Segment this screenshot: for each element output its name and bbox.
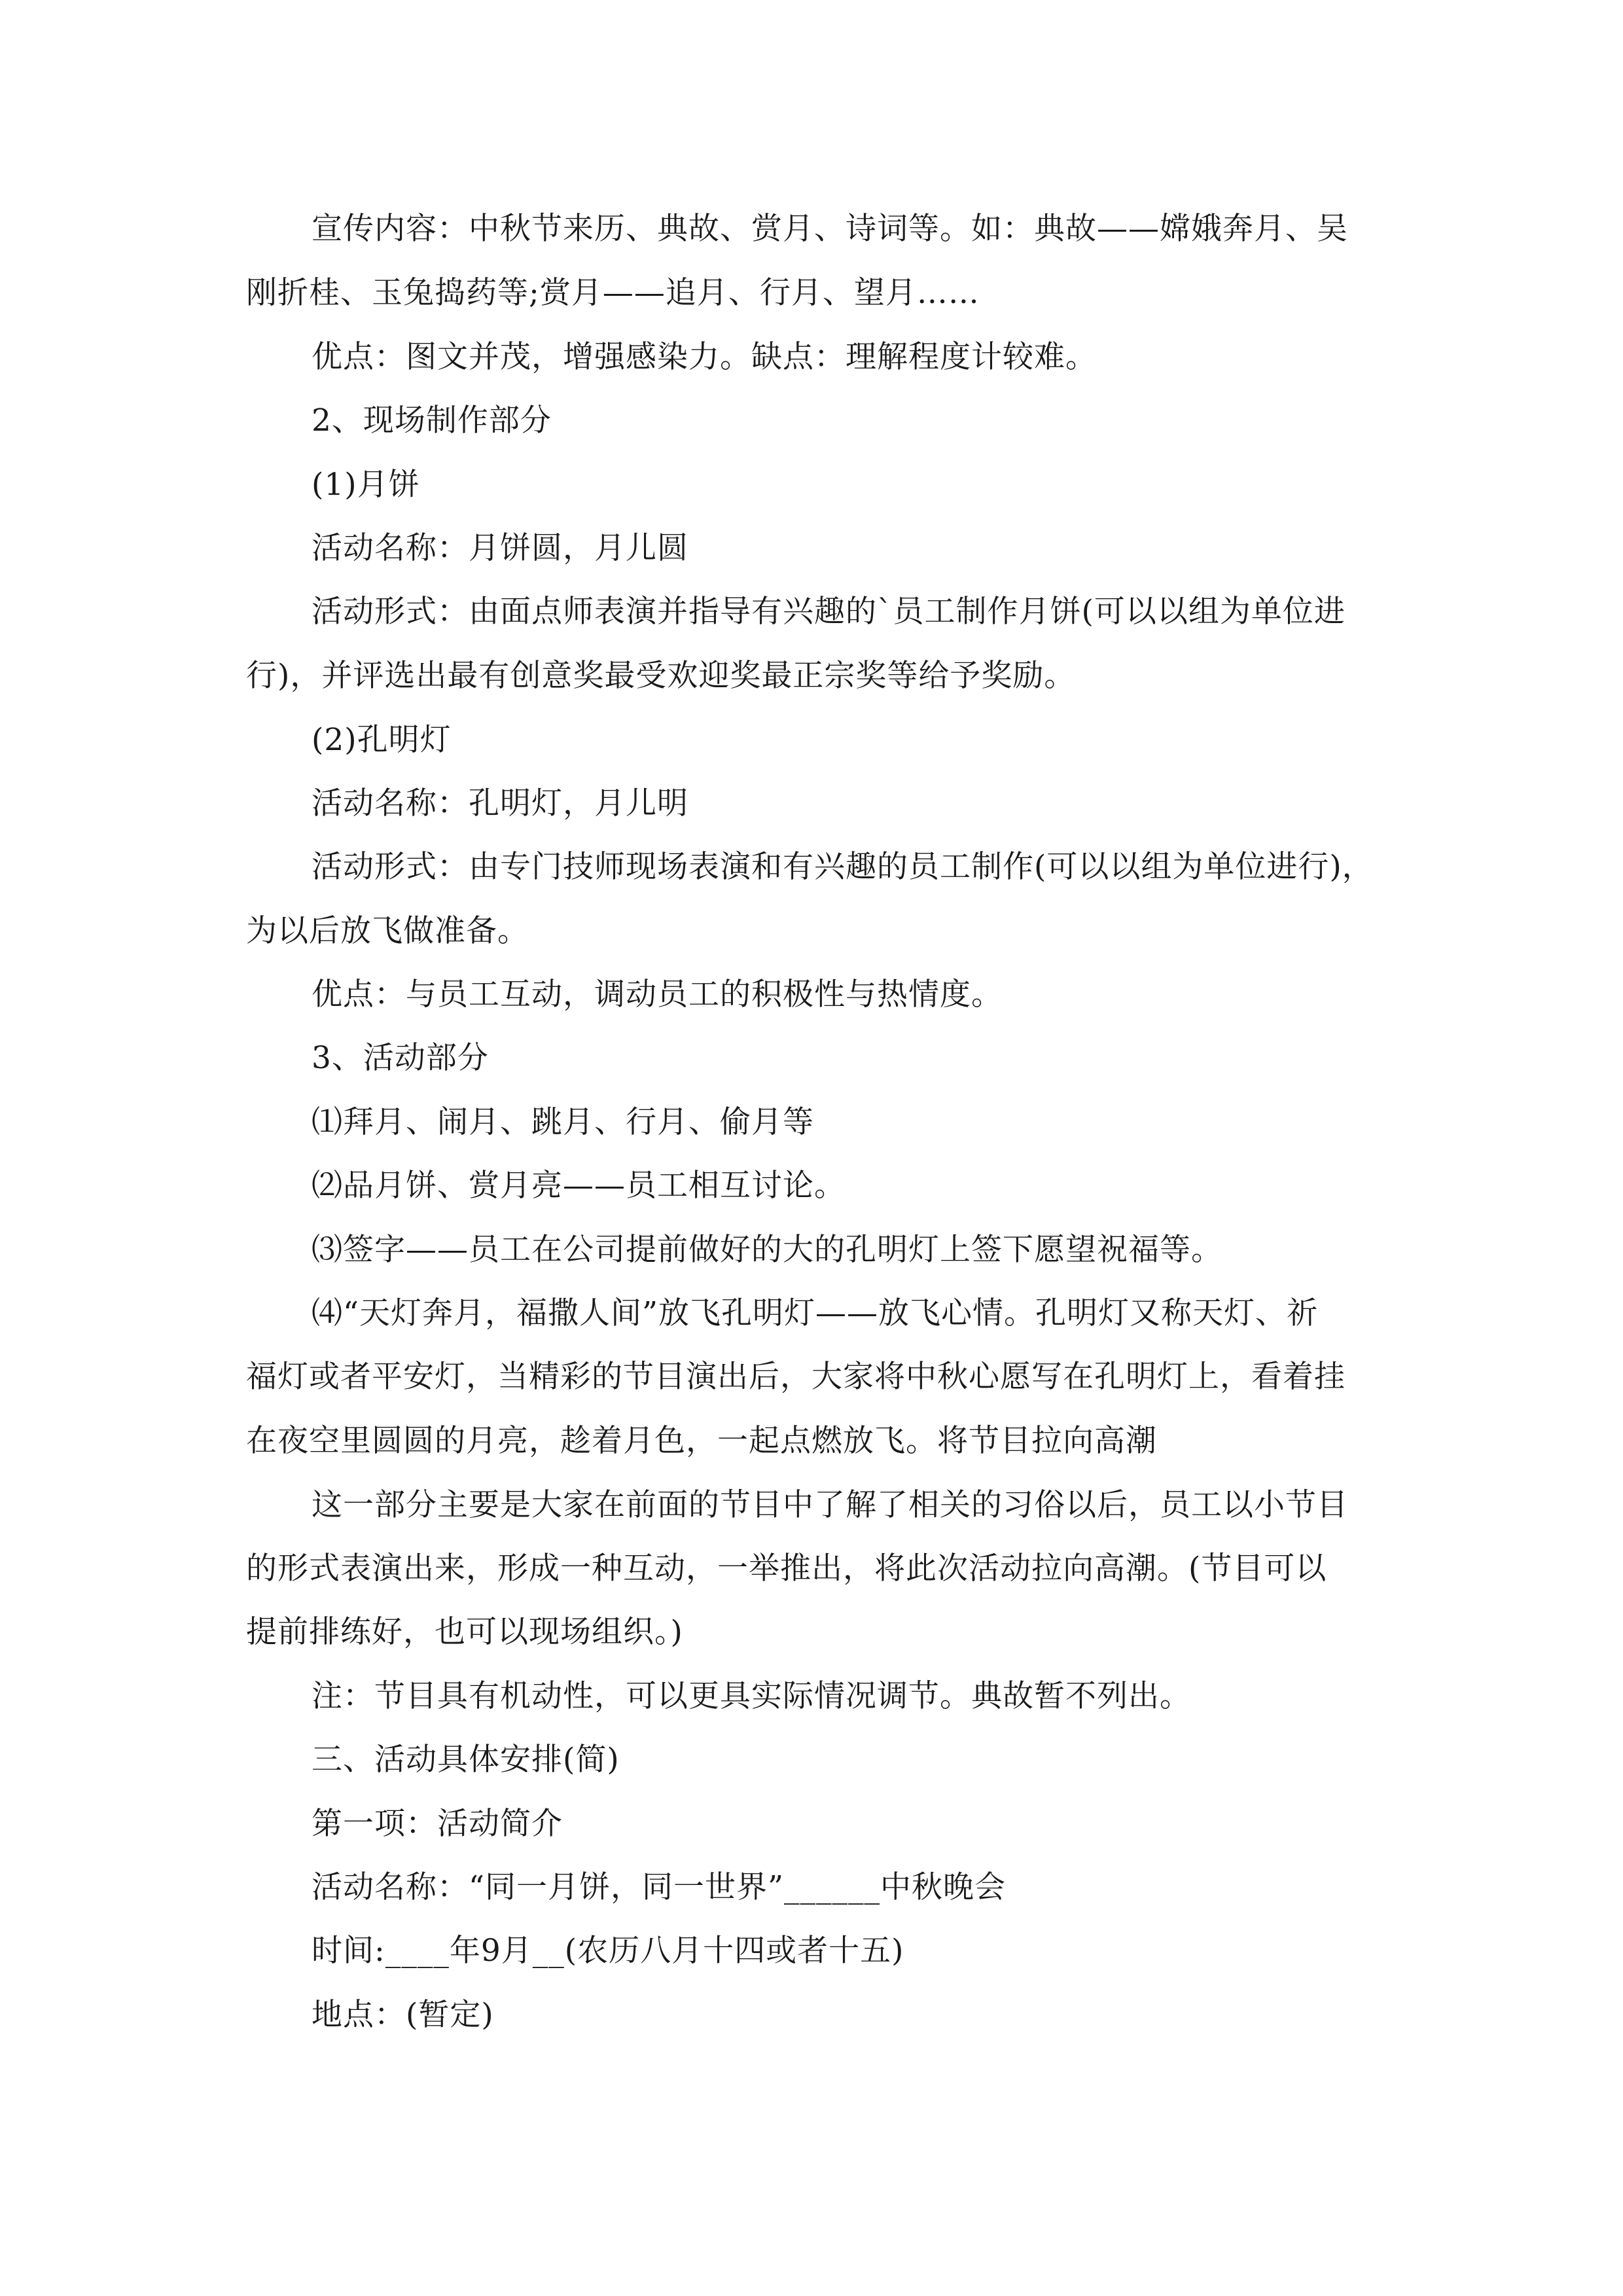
paragraph-section-summary: 这一部分主要是大家在前面的节目中了解了相关的习俗以后，员工以小节目 — [312, 1487, 1348, 1523]
list-item-2: ⑵品月饼、赏月亮——员工相互讨论。 — [312, 1168, 846, 1204]
paragraph-publicity-content-cont: 刚折桂、玉兔捣药等;赏月——追月、行月、望月…… — [246, 275, 980, 311]
item-heading-first: 第一项：活动简介 — [312, 1806, 563, 1842]
list-item-4: ⑷“天灯奔月，福撒人间”放飞孔明灯——放飞心情。孔明灯又称天灯、祈 — [312, 1295, 1319, 1331]
paragraph-section-summary-cont-2: 提前排练好，也可以现场组织。) — [246, 1614, 683, 1650]
section-heading-onsite-production: 2、现场制作部分 — [312, 403, 552, 439]
item-heading-kongming-lantern: (2)孔明灯 — [312, 722, 452, 758]
paragraph-section-summary-cont-1: 的形式表演出来，形成一种互动，一举推出，将此次活动拉向高潮。(节目可以 — [246, 1551, 1327, 1587]
paragraph-note: 注：节目具有机动性，可以更具实际情况调节。典故暂不列出。 — [312, 1678, 1191, 1714]
paragraph-activity-form-lantern-cont: 为以后放飞做准备。 — [246, 913, 529, 949]
section-heading-activities: 3、活动部分 — [312, 1040, 489, 1076]
item-heading-mooncake: (1)月饼 — [312, 467, 420, 503]
paragraph-activity-form-lantern: 活动形式：由专门技师现场表演和有兴趣的员工制作(可以以组为单位进行)， — [312, 849, 1374, 885]
paragraph-activity-name-lantern: 活动名称：孔明灯，月儿明 — [312, 785, 688, 821]
paragraph-event-name: 活动名称：“同一月饼，同一世界”______中秋晚会 — [312, 1869, 1007, 1905]
paragraph-event-time: 时间:____年9月__(农历八月十四或者十五) — [312, 1933, 904, 1969]
list-item-3: ⑶签字——员工在公司提前做好的大的孔明灯上签下愿望祝福等。 — [312, 1232, 1222, 1268]
paragraph-advantages-2: 优点：与员工互动，调动员工的积极性与热情度。 — [312, 977, 1003, 1013]
list-item-4-cont-1: 福灯或者平安灯，当精彩的节目演出后，大家将中秋心愿写在孔明灯上，看着挂 — [246, 1359, 1346, 1395]
paragraph-advantages-1: 优点：图文并茂，增强感染力。缺点：理解程度计较难。 — [312, 339, 1097, 375]
paragraph-activity-form-mooncake-cont: 行)，并评选出最有创意奖最受欢迎奖最正宗奖等给予奖励。 — [246, 658, 1076, 694]
paragraph-activity-form-mooncake: 活动形式：由面点师表演并指导有兴趣的`员工制作月饼(可以以组为单位进 — [312, 594, 1346, 630]
section-heading-schedule: 三、活动具体安排(简) — [312, 1742, 620, 1778]
paragraph-activity-name-mooncake: 活动名称：月饼圆，月儿圆 — [312, 530, 688, 566]
list-item-4-cont-2: 在夜空里圆圆的月亮，趁着月色，一起点燃放飞。将节目拉向高潮 — [246, 1423, 1157, 1459]
list-item-1: ⑴拜月、闹月、跳月、行月、偷月等 — [312, 1104, 814, 1140]
paragraph-event-location: 地点：(暂定) — [312, 1997, 494, 2033]
paragraph-publicity-content: 宣传内容：中秋节来历、典故、赏月、诗词等。如：典故——嫦娥奔月、吴 — [312, 211, 1348, 247]
